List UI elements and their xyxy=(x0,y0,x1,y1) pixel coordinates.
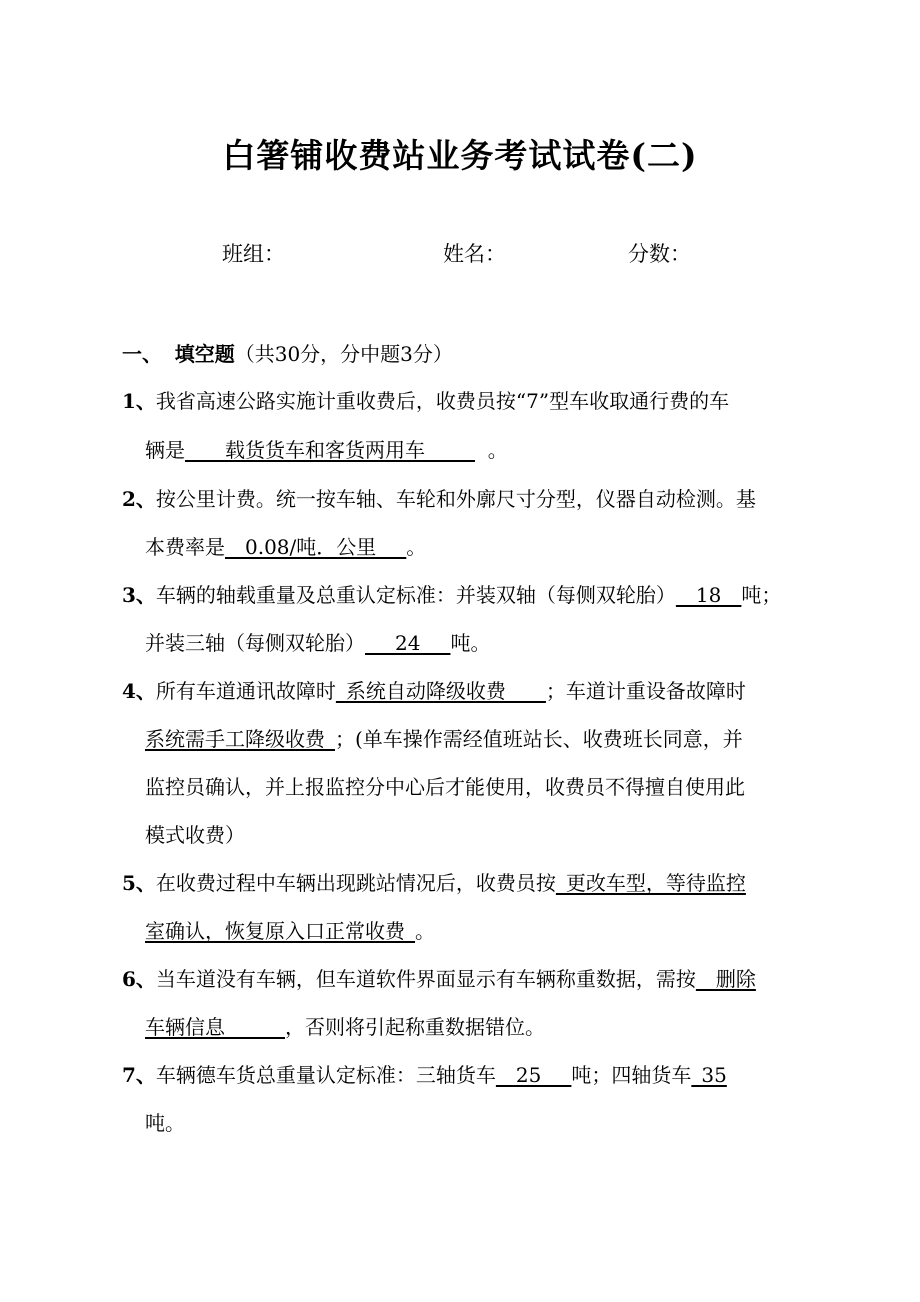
question-text: 监控员确认，并上报监控分中心后才能使用，收费员不得擅自使用此 xyxy=(145,775,745,799)
question-5 xyxy=(122,867,746,896)
question-text: 按公里计费。统一按车轴、车轮和外廓尺寸分型，仪器自动检测。基 xyxy=(155,487,756,511)
exam-title: 白箸铺收费站业务考试试卷(二) xyxy=(222,136,698,175)
question-text: 吨； xyxy=(741,583,782,607)
section-heading xyxy=(122,338,453,367)
question-7 xyxy=(122,1059,727,1088)
question-4-cont xyxy=(145,723,743,752)
answer: __0.08/吨．公里___ xyxy=(225,535,407,559)
name-label: 姓名： xyxy=(443,242,506,266)
question-3-cont xyxy=(145,627,490,656)
question-text: 我省高速公路实施计重收费后，收费员按“7”型车收取通行费的车 xyxy=(155,389,730,413)
question-text: 。 xyxy=(487,438,508,462)
question-4 xyxy=(122,675,746,704)
question-text: ；车道计重设备故障时 xyxy=(545,679,746,703)
question-1-cont xyxy=(145,434,508,463)
answer: __25___ xyxy=(495,1063,572,1087)
question-number: 1、 xyxy=(122,389,156,413)
answer: __18__ xyxy=(675,583,742,607)
question-number: 3、 xyxy=(122,583,156,607)
answer: _35 xyxy=(691,1063,727,1087)
score-label: 分数： xyxy=(628,242,691,266)
question-text: 吨。 xyxy=(145,1111,185,1135)
question-number: 6、 xyxy=(122,967,156,991)
answer: 系统需手工降级收费_ xyxy=(145,727,335,751)
answer: ___24___ xyxy=(365,631,451,655)
question-6 xyxy=(122,963,756,992)
section-number: 一、 xyxy=(122,342,162,366)
answer: _更改车型，等待监控 xyxy=(555,871,746,895)
answer: __删除 xyxy=(695,967,756,991)
question-number: 7、 xyxy=(122,1063,156,1087)
question-number: 4、 xyxy=(122,679,156,703)
question-text: 模式收费） xyxy=(145,823,245,847)
answer: _系统自动降级收费____ xyxy=(335,679,546,703)
section-title: 填空题 xyxy=(174,342,235,366)
question-1 xyxy=(122,385,729,414)
question-text: ；(单车操作需经值班站长、收费班长同意，并 xyxy=(335,727,743,751)
question-text: 吨。 xyxy=(450,631,491,655)
question-text: 。 xyxy=(415,919,435,943)
question-2 xyxy=(122,483,756,512)
question-6-cont xyxy=(145,1011,545,1040)
question-number: 2、 xyxy=(122,487,156,511)
question-text: 所有车道通讯故障时 xyxy=(155,679,336,703)
question-text: 并装三轴（每侧双轮胎） xyxy=(145,631,365,655)
question-text: 辆是 xyxy=(145,438,185,462)
question-text: 当车道没有车辆，但车道软件界面显示有车辆称重数据，需按 xyxy=(155,967,696,991)
answer: ____载货货车和客货两用车_____ xyxy=(185,438,475,462)
answer: 车辆信息______ xyxy=(145,1015,285,1039)
question-text: 车辆德车货总重量认定标准：三轴货车 xyxy=(155,1063,496,1087)
question-text: 车辆的轴载重量及总重认定标准：并装双轴（每侧双轮胎） xyxy=(155,583,676,607)
question-text: 在收费过程中车辆出现跳站情况后，收费员按 xyxy=(155,871,556,895)
section-note: （共30分，分中题3分） xyxy=(234,342,453,366)
question-text: 。 xyxy=(406,535,427,559)
question-2-cont xyxy=(145,531,426,560)
question-7-cont xyxy=(145,1107,185,1136)
question-3 xyxy=(122,579,781,608)
team-label: 班组： xyxy=(222,242,285,266)
question-number: 5、 xyxy=(122,871,156,895)
question-4-cont xyxy=(145,819,245,848)
question-5-cont xyxy=(145,915,435,944)
question-text: 本费率是 xyxy=(145,535,225,559)
question-text: 吨；四轴货车 xyxy=(571,1063,692,1087)
question-text: ，否则将引起称重数据错位。 xyxy=(285,1015,545,1039)
answer: 室确认，恢复原入口正常收费_ xyxy=(145,919,415,943)
question-4-cont xyxy=(145,771,745,800)
